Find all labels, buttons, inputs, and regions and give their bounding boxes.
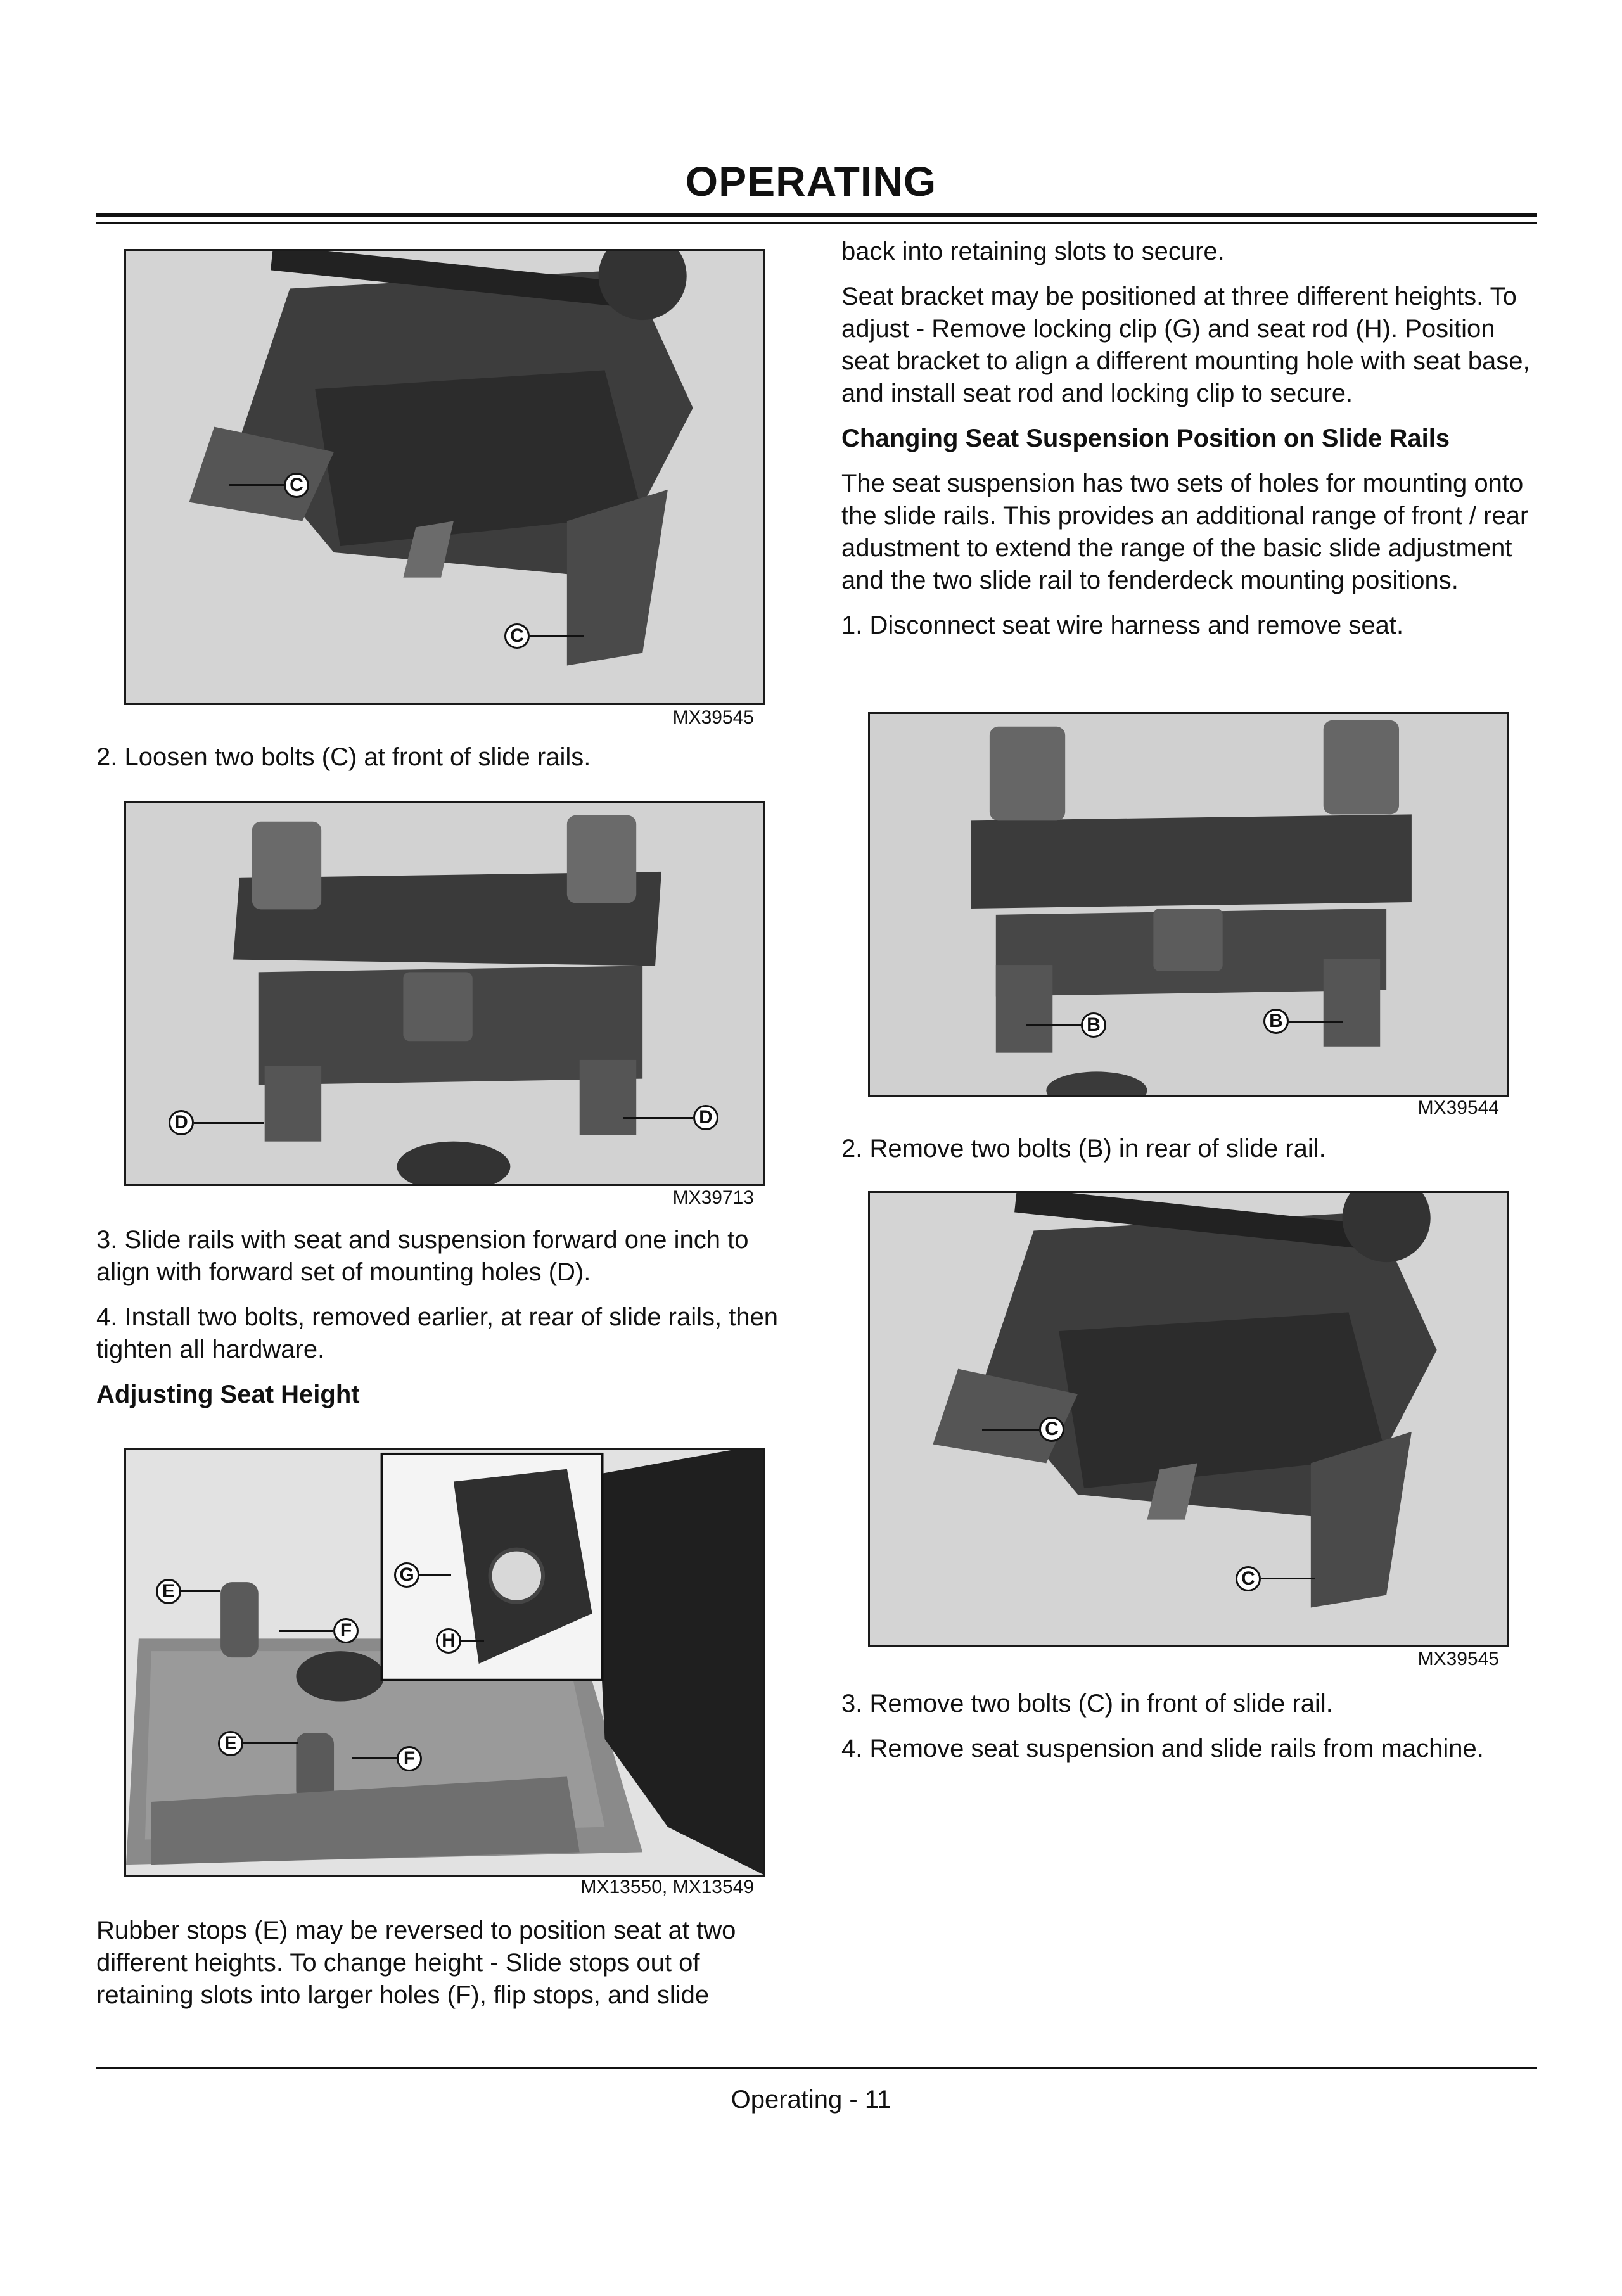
callout-g: G <box>394 1562 419 1588</box>
callout-b: B <box>1081 1012 1106 1038</box>
step-4-install-bolts: 4. Install two bolts, removed earlier, at rear of slide rails, then tighten all hardware. <box>96 1303 779 1363</box>
callout-f: F <box>333 1618 359 1643</box>
step-4-remove-suspension: 4. Remove seat suspension and slide rails from machine. <box>841 1735 1484 1763</box>
callout-e: E <box>156 1579 181 1604</box>
figure-id: MX39545 <box>672 707 754 728</box>
callout-c: C <box>1236 1566 1261 1591</box>
suspension-paragraph: The seat suspension has two sets of holes for mounting onto the slide rails. This provides an additional range of front / rear adustment to extend the range of the basic slide adjustment and the two slide rail to fenderdeck mounting positions. <box>841 469 1529 594</box>
leader-line <box>243 1742 298 1744</box>
callout-c: C <box>504 623 530 649</box>
callout-d: D <box>169 1110 194 1135</box>
page-footer: Operating - 11 <box>731 2086 891 2114</box>
step-2-remove-rear-bolts: 2. Remove two bolts (B) in rear of slide rail. <box>841 1135 1326 1163</box>
continued-text: back into retaining slots to secure. <box>841 238 1225 265</box>
leader-line <box>1026 1024 1081 1026</box>
leader-line <box>1261 1578 1315 1579</box>
step-3-remove-front-bolts: 3. Remove two bolts (C) in front of slide rail. <box>841 1690 1333 1718</box>
figure-seat-slide-rails-front-bolts <box>124 249 765 705</box>
leader-line <box>229 484 284 486</box>
step-2-loosen-bolts: 2. Loosen two bolts (C) at front of slide rails. <box>96 743 591 771</box>
seat-bracket-paragraph: Seat bracket may be positioned at three different heights. To adjust - Remove locking clip (G) and seat rod (H). Position seat bracket to align a different mounting hole with seat base, and install seat rod and locking clip to secure. <box>841 283 1530 407</box>
leader-line <box>530 635 584 637</box>
step-1-disconnect-harness: 1. Disconnect seat wire harness and remove seat. <box>841 611 1404 639</box>
callout-d: D <box>693 1105 718 1130</box>
leader-line <box>181 1590 220 1592</box>
figure-id: MX39713 <box>672 1187 754 1208</box>
callout-b: B <box>1263 1009 1289 1034</box>
figure-id: MX39545 <box>1417 1649 1499 1669</box>
header-rule-thin <box>96 222 1537 224</box>
leader-line <box>623 1117 693 1119</box>
heading-adjusting-seat-height: Adjusting Seat Height <box>96 1381 360 1408</box>
rubber-stops-paragraph: Rubber stops (E) may be reversed to position seat at two different heights. To change height - Slide stops out of retaining slots into larger holes (F), flip stops, and slide <box>96 1917 736 2009</box>
figure-rear-slide-rail-bolts <box>868 712 1509 1097</box>
figure-id: MX13550, MX13549 <box>580 1877 754 1897</box>
leader-line <box>1289 1021 1343 1023</box>
leader-line <box>279 1630 333 1632</box>
leader-line <box>461 1640 484 1642</box>
footer-rule <box>96 2067 1537 2069</box>
callout-h: H <box>436 1628 461 1654</box>
leader-line <box>194 1122 264 1124</box>
callout-e: E <box>218 1731 243 1756</box>
callout-f: F <box>397 1746 422 1771</box>
leader-line <box>419 1574 451 1576</box>
page-title: OPERATING <box>685 158 937 205</box>
header-rule-thick <box>96 213 1537 217</box>
figure-id: MX39544 <box>1417 1097 1499 1118</box>
leader-line <box>352 1757 397 1759</box>
callout-c: C <box>284 473 309 498</box>
step-3-slide-rails-forward: 3. Slide rails with seat and suspension forward one inch to align with forward set of mounting holes (D). <box>96 1226 749 1286</box>
figure-slide-rails-forward-holes <box>124 801 765 1186</box>
figure-seat-height-stops <box>124 1448 765 1877</box>
heading-changing-seat-suspension: Changing Seat Suspension Position on Slide Rails <box>841 424 1450 452</box>
leader-line <box>982 1429 1039 1431</box>
callout-c: C <box>1039 1417 1064 1442</box>
figure-front-slide-rail-bolts <box>868 1191 1509 1647</box>
